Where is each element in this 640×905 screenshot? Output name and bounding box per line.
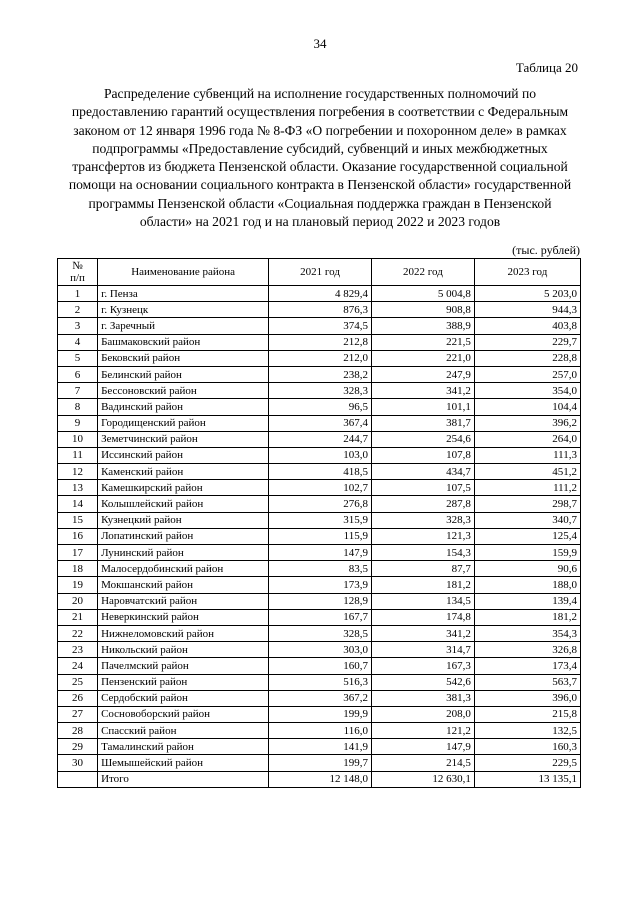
value-2022: 121,2: [372, 723, 475, 739]
value-2023: 181,2: [474, 609, 580, 625]
table-body: [58, 286, 581, 788]
value-2021: 315,9: [269, 512, 372, 528]
value-2023: 354,3: [474, 625, 580, 641]
value-2023: 944,3: [474, 302, 580, 318]
table-row: [58, 577, 581, 593]
header-district-name: Наименование района: [98, 259, 269, 286]
value-2023: 563,7: [474, 674, 580, 690]
row-number: 13: [58, 480, 98, 496]
district-name: г. Пенза: [98, 286, 269, 302]
district-name: Сердобский район: [98, 690, 269, 706]
value-2022: 101,1: [372, 399, 475, 415]
value-2021: 199,9: [269, 706, 372, 722]
page-number: 34: [313, 36, 327, 51]
district-name: Бессоновский район: [98, 383, 269, 399]
value-2021: 116,0: [269, 723, 372, 739]
value-2021: 418,5: [269, 464, 372, 480]
row-number: 9: [58, 415, 98, 431]
value-2023: 104,4: [474, 399, 580, 415]
value-2022: 542,6: [372, 674, 475, 690]
district-name: г. Заречный: [98, 318, 269, 334]
row-number: 20: [58, 593, 98, 609]
value-2021: 173,9: [269, 577, 372, 593]
value-2023: 257,0: [474, 366, 580, 382]
row-number: 3: [58, 318, 98, 334]
value-2021: 96,5: [269, 399, 372, 415]
value-2023: 215,8: [474, 706, 580, 722]
row-number: 22: [58, 625, 98, 641]
row-number: 11: [58, 447, 98, 463]
subventions-table: [57, 258, 581, 788]
district-name: Каменский район: [98, 464, 269, 480]
row-number: 23: [58, 642, 98, 658]
row-number: 29: [58, 739, 98, 755]
value-2022: 147,9: [372, 739, 475, 755]
value-2022: 5 004,8: [372, 286, 475, 302]
value-2022: 121,3: [372, 528, 475, 544]
value-2022: 247,9: [372, 366, 475, 382]
table-row: [58, 334, 581, 350]
district-name: Городищенский район: [98, 415, 269, 431]
value-2021: 876,3: [269, 302, 372, 318]
total-label: Итого: [98, 771, 269, 787]
table-row: [58, 302, 581, 318]
table-row: [58, 496, 581, 512]
value-2021: 328,5: [269, 625, 372, 641]
table-row: [58, 658, 581, 674]
value-2023: 132,5: [474, 723, 580, 739]
district-name: Лопатинский район: [98, 528, 269, 544]
row-number: 18: [58, 561, 98, 577]
value-2023: 340,7: [474, 512, 580, 528]
value-2022: 174,8: [372, 609, 475, 625]
table-row: [58, 674, 581, 690]
district-name: Шемышейский район: [98, 755, 269, 771]
value-2021: 160,7: [269, 658, 372, 674]
district-name: Наровчатский район: [98, 593, 269, 609]
value-2023: 111,3: [474, 447, 580, 463]
value-2021: 516,3: [269, 674, 372, 690]
value-2022: 328,3: [372, 512, 475, 528]
row-number: 2: [58, 302, 98, 318]
value-2021: 141,9: [269, 739, 372, 755]
row-number: 8: [58, 399, 98, 415]
table-row: [58, 286, 581, 302]
district-name: Пензенский район: [98, 674, 269, 690]
row-number: 6: [58, 366, 98, 382]
table-row: [58, 318, 581, 334]
value-2023: 451,2: [474, 464, 580, 480]
row-number: 15: [58, 512, 98, 528]
value-2021: 212,0: [269, 350, 372, 366]
value-2023: 5 203,0: [474, 286, 580, 302]
district-name: Иссинский район: [98, 447, 269, 463]
table-row: [58, 464, 581, 480]
row-number: 25: [58, 674, 98, 690]
district-name: Неверкинский район: [98, 609, 269, 625]
value-2023: 264,0: [474, 431, 580, 447]
value-2022: 154,3: [372, 545, 475, 561]
row-number: 4: [58, 334, 98, 350]
header-number: [58, 259, 98, 286]
value-2023: 396,0: [474, 690, 580, 706]
value-2022: 908,8: [372, 302, 475, 318]
table-row: [58, 415, 581, 431]
table-row: [58, 642, 581, 658]
district-name: Камешкирский район: [98, 480, 269, 496]
value-2021: 83,5: [269, 561, 372, 577]
district-name: Земетчинский район: [98, 431, 269, 447]
header-2022: 2022 год: [372, 259, 475, 286]
total-number-blank: [58, 771, 98, 787]
header-2021: 2021 год: [269, 259, 372, 286]
table-row: [58, 512, 581, 528]
value-2023: 298,7: [474, 496, 580, 512]
total-2021: 12 148,0: [269, 771, 372, 787]
value-2023: 229,5: [474, 755, 580, 771]
row-number: 5: [58, 350, 98, 366]
table-row: [58, 625, 581, 641]
value-2022: 221,0: [372, 350, 475, 366]
table-row: [58, 480, 581, 496]
value-2022: 87,7: [372, 561, 475, 577]
table-row: [58, 739, 581, 755]
value-2022: 181,2: [372, 577, 475, 593]
value-2021: 238,2: [269, 366, 372, 382]
value-2023: 139,4: [474, 593, 580, 609]
value-2022: 314,7: [372, 642, 475, 658]
table-header-row: [58, 259, 581, 286]
value-2023: 188,0: [474, 577, 580, 593]
row-number: 21: [58, 609, 98, 625]
value-2021: 115,9: [269, 528, 372, 544]
value-2021: 102,7: [269, 480, 372, 496]
value-2023: 125,4: [474, 528, 580, 544]
district-name: Кузнецкий район: [98, 512, 269, 528]
value-2023: 229,7: [474, 334, 580, 350]
table-row: [58, 690, 581, 706]
district-name: Сосновоборский район: [98, 706, 269, 722]
value-2021: 167,7: [269, 609, 372, 625]
row-number: 12: [58, 464, 98, 480]
table-row: [58, 431, 581, 447]
row-number: 10: [58, 431, 98, 447]
district-name: Белинский район: [98, 366, 269, 382]
value-2022: 167,3: [372, 658, 475, 674]
table-label: Таблица 20: [515, 60, 578, 75]
table-row: [58, 609, 581, 625]
value-2021: 367,2: [269, 690, 372, 706]
table-row: [58, 545, 581, 561]
value-2022: 107,8: [372, 447, 475, 463]
value-2022: 341,2: [372, 383, 475, 399]
value-2023: 173,4: [474, 658, 580, 674]
row-number: 27: [58, 706, 98, 722]
table-row: [58, 561, 581, 577]
district-name: Вадинский район: [98, 399, 269, 415]
total-row: [58, 771, 581, 787]
table-row: [58, 706, 581, 722]
district-name: Никольский район: [98, 642, 269, 658]
value-2022: 287,8: [372, 496, 475, 512]
value-2023: 90,6: [474, 561, 580, 577]
total-2022: 12 630,1: [372, 771, 475, 787]
district-name: Спасский район: [98, 723, 269, 739]
total-2023: 13 135,1: [474, 771, 580, 787]
value-2023: 354,0: [474, 383, 580, 399]
value-2023: 396,2: [474, 415, 580, 431]
header-number-line2: п/п: [70, 272, 85, 284]
value-2022: 107,5: [372, 480, 475, 496]
value-2022: 381,7: [372, 415, 475, 431]
district-name: Колышлейский район: [98, 496, 269, 512]
table-row: [58, 366, 581, 382]
table-row: [58, 399, 581, 415]
header-2023: 2023 год: [474, 259, 580, 286]
table-row: [58, 350, 581, 366]
district-name: Башмаковский район: [98, 334, 269, 350]
row-number: 17: [58, 545, 98, 561]
value-2021: 199,7: [269, 755, 372, 771]
row-number: 24: [58, 658, 98, 674]
value-2021: 276,8: [269, 496, 372, 512]
value-2022: 254,6: [372, 431, 475, 447]
table-row: [58, 447, 581, 463]
value-2022: 381,3: [372, 690, 475, 706]
value-2021: 103,0: [269, 447, 372, 463]
value-2022: 221,5: [372, 334, 475, 350]
value-2023: 403,8: [474, 318, 580, 334]
value-2022: 388,9: [372, 318, 475, 334]
district-name: Бековский район: [98, 350, 269, 366]
units-note: (тыс. рублей): [512, 243, 580, 257]
value-2022: 434,7: [372, 464, 475, 480]
value-2022: 134,5: [372, 593, 475, 609]
district-name: г. Кузнецк: [98, 302, 269, 318]
value-2021: 128,9: [269, 593, 372, 609]
value-2023: 111,2: [474, 480, 580, 496]
table-row: [58, 755, 581, 771]
value-2022: 214,5: [372, 755, 475, 771]
value-2021: 367,4: [269, 415, 372, 431]
value-2021: 244,7: [269, 431, 372, 447]
district-name: Нижнеломовский район: [98, 625, 269, 641]
district-name: Мокшанский район: [98, 577, 269, 593]
value-2021: 374,5: [269, 318, 372, 334]
document-title: Распределение субвенций на исполнение государственных полномочий по предоставлению гарантий осуществления погребения в соответствии с Федеральным законом от 12 января 1996 года № 8-ФЗ «О погребении и похоронном деле» в рамках подпрограммы «Предоставление субсидий, субвенций и иных межбюджетных трансфертов из бюджета Пензенской области. Оказание государственной социальной помощи на основании социального контракта в Пензенской области» государственной программы Пензенской области «Социальная поддержка граждан в Пензенской области» на 2021 год и на плановый период 2022 и 2023 годов: [68, 86, 572, 230]
row-number: 26: [58, 690, 98, 706]
value-2022: 208,0: [372, 706, 475, 722]
row-number: 7: [58, 383, 98, 399]
district-name: Малосердобинский район: [98, 561, 269, 577]
value-2021: 147,9: [269, 545, 372, 561]
value-2023: 228,8: [474, 350, 580, 366]
district-name: Тамалинский район: [98, 739, 269, 755]
district-name: Пачелмский район: [98, 658, 269, 674]
value-2023: 326,8: [474, 642, 580, 658]
table-row: [58, 723, 581, 739]
value-2021: 303,0: [269, 642, 372, 658]
row-number: 28: [58, 723, 98, 739]
table-row: [58, 528, 581, 544]
row-number: 14: [58, 496, 98, 512]
row-number: 16: [58, 528, 98, 544]
value-2021: 328,3: [269, 383, 372, 399]
value-2021: 4 829,4: [269, 286, 372, 302]
district-name: Лунинский район: [98, 545, 269, 561]
table-row: [58, 383, 581, 399]
table-row: [58, 593, 581, 609]
value-2023: 159,9: [474, 545, 580, 561]
value-2021: 212,8: [269, 334, 372, 350]
header-number-line1: №: [72, 260, 83, 272]
row-number: 1: [58, 286, 98, 302]
row-number: 30: [58, 755, 98, 771]
value-2023: 160,3: [474, 739, 580, 755]
row-number: 19: [58, 577, 98, 593]
value-2022: 341,2: [372, 625, 475, 641]
